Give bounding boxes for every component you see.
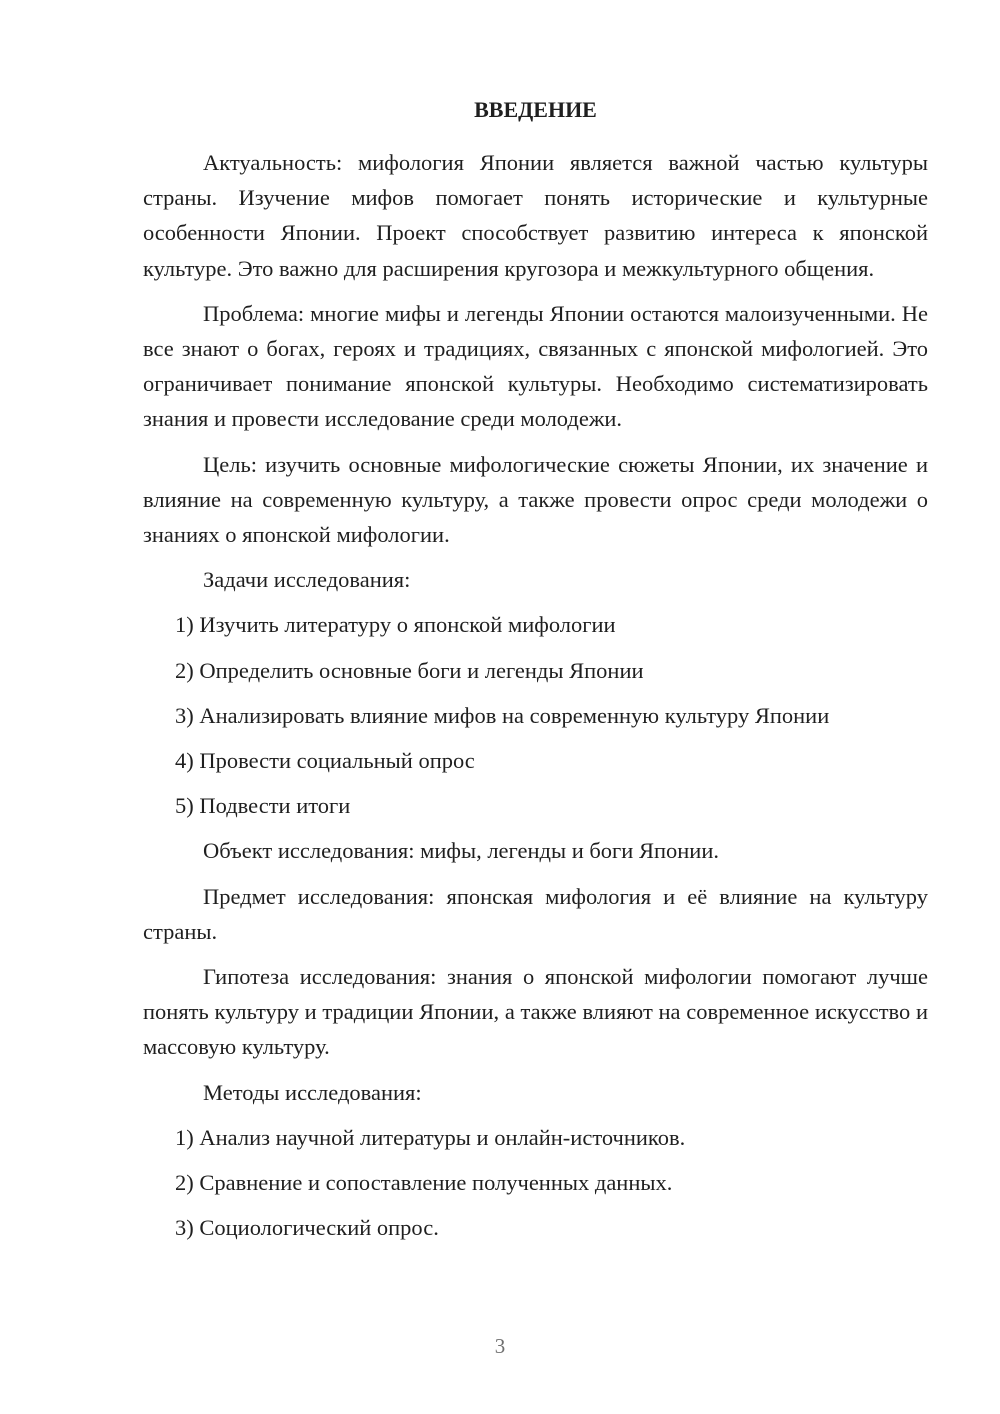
- relevance-paragraph: Актуальность: мифология Японии является важной частью культуры страны. Изучение мифов помогает понять исторические и культурные особенности Японии. Проект способствует развитию интереса к японской культуре. Это важно для расширения кругозора и межкультурного общения.: [143, 150, 928, 281]
- method-item: 3) Социологический опрос.: [175, 1215, 439, 1241]
- task-item: 3) Анализировать влияние мифов на современную культуру Японии: [175, 702, 830, 728]
- subject-paragraph: Предмет исследования: японская мифология и её влияние на культуру страны.: [143, 883, 928, 944]
- page-title: ВВЕДЕНИЕ: [474, 97, 597, 122]
- task-item: 4) Провести социальный опрос: [175, 748, 475, 774]
- problem-paragraph: Проблема: многие мифы и легенды Японии остаются малоизученными. Не все знают о богах, героях и традициях, связанных с японской мифологией. Это ограничивает понимание японской культуры. Необходимо систематизировать знания и провести исследование среди молодежи.: [143, 300, 928, 432]
- hypothesis-paragraph: Гипотеза исследования: знания о японской мифологии помогают лучше понять культуру и традиции Японии, а также влияют на современное искусство и массовую культуру.: [143, 964, 928, 1060]
- page-content: [143, 96, 928, 1255]
- method-item: 2) Сравнение и сопоставление полученных данных.: [175, 1170, 673, 1196]
- task-item: 2) Определить основные боги и легенды Японии: [175, 657, 644, 683]
- object-paragraph: Объект исследования: мифы, легенды и боги Японии.: [203, 838, 719, 864]
- task-item: 1) Изучить литературу о японской мифологии: [175, 612, 616, 638]
- goal-paragraph: Цель: изучить основные мифологические сюжеты Японии, их значение и влияние на современную культуру, а также провести опрос среди молодежи о знаниях о японской мифологии.: [143, 451, 928, 548]
- task-item: 5) Подвести итоги: [175, 793, 351, 819]
- page-number: 3: [494, 1334, 506, 1358]
- methods-heading: Методы исследования:: [203, 1079, 422, 1105]
- method-item: 1) Анализ научной литературы и онлайн-источников.: [175, 1124, 686, 1150]
- tasks-heading: Задачи исследования:: [203, 567, 411, 593]
